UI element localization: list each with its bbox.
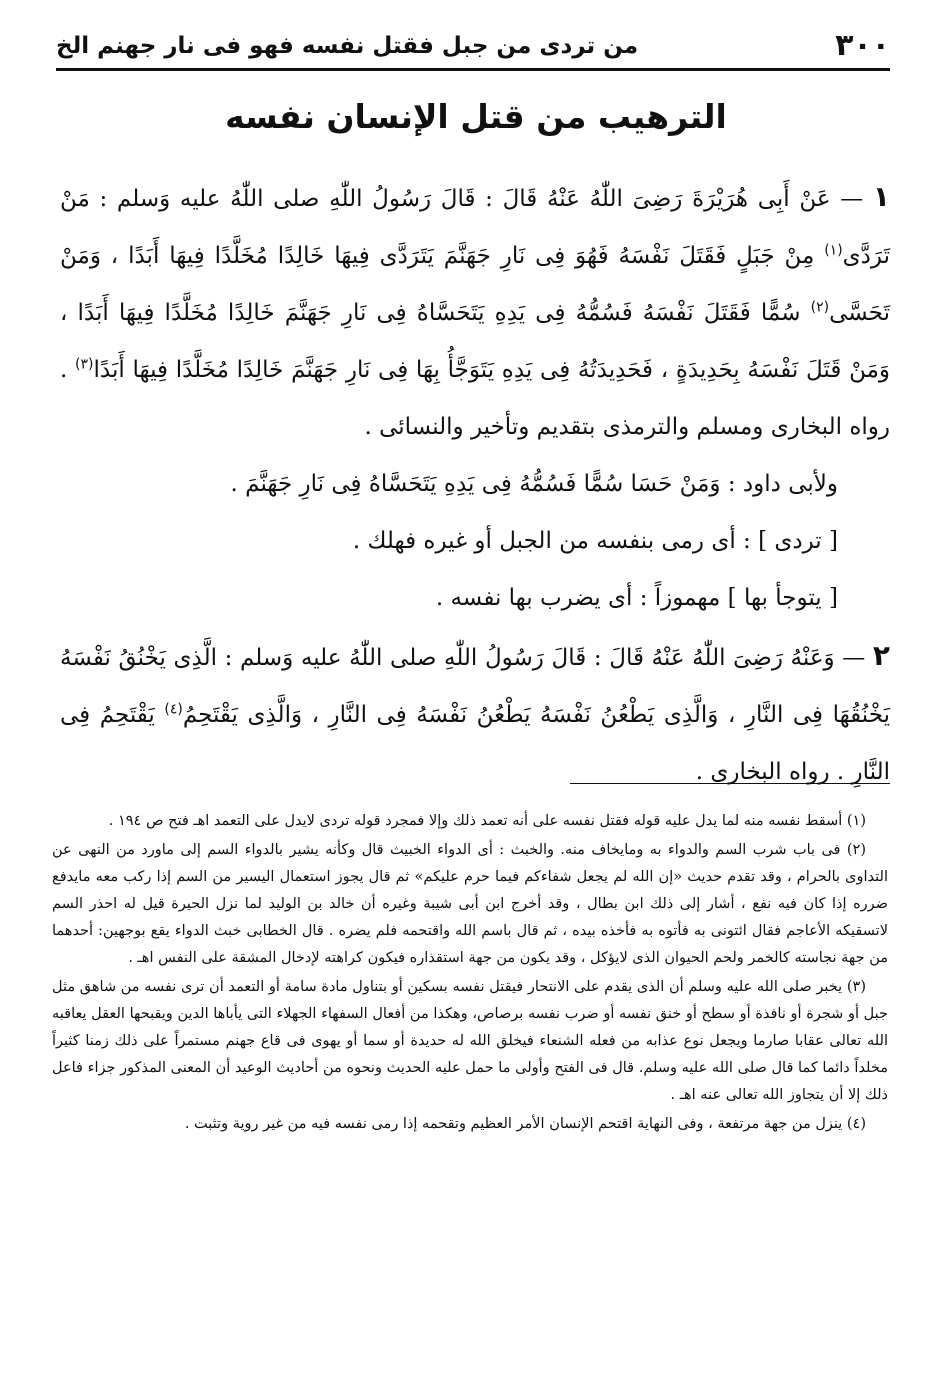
footnote: (٢) فى باب شرب السم والدواء به ومايخاف منه. والخبث : أى الدواء الخبيث قال وكأنه يشير بالدواء السم إلى ماورد من النهى عن التداوى بالحرام ، وقد تقدم حديث «إن الله لم يجعل شفاءكم فيما حرم عليكم» ثم قال يجوز استعمال اليسير من السم إذا ركب معه مايدفع ضرره إذا كان فيه نفع ، أشار إلى ذلك ابن بطال ، وقد أخرج ابن أبى شيبة وغيره أن خالد بن الوليد لما نزل الحيرة قيل له احذر السم لاتسقيكه الأعاجم فقال ائتونى به فأتوه به فأخذه بيده ، ثم قال باسم الله واقتحمه فلم يضره . قال الخطابى خبث الدواء يقع بوجهين: أحدهما من جهة نجاسته كالخمر ولحم الحيوان الذى لايؤكل ، وقد يكون من جهة استقذاره فيكون كراهته لإدخال المشقة على النفس اهـ .: [52, 842, 888, 966]
footnote: (١) أسقط نفسه منه لما يدل عليه قوله فقتل نفسه على أنه تعمد ذلك وإلا فمجرد قوله تردى لايدل على التعمد اهـ فتح ص ١٩٤ .: [108, 813, 866, 829]
hadith-number: ٢: [872, 639, 891, 672]
hadith-number: ١: [872, 180, 891, 213]
hadith-text: مِنْ جَبَلٍ فَقَتَلَ نَفْسَهُ فَهُوَ فِى نَارِ جَهَنَّمَ يَتَرَدَّى فِيهَا خَالِدًا مُخَلَّدًا فِيهَا أَبَدًا ، وَمَنْ تَحَسَّى: [60, 243, 890, 326]
hadith-2: [60, 627, 890, 801]
footnote: (٣) يخبر صلى الله عليه وسلم أن الذى يقدم على الانتحار فيقتل نفسه بسكين أو بتناول مادة سامة أو التعمد أن ترى نفسه من شاهق مثل جبل أو شجرة أو نافذة أو سطح أو خنق نفسه أو ضرب نفسه برصاص، وهكذا من أفعال السفهاء الجهلاء التى يأباها الدين ويقبحها العقل يعاقبه الله تعالى عقابا صارما ويجعل نوع عذابه من فعله الشنعاء فيخلق الله له حديدة أو سما أو يهوى فى قاع جهنم مستمراً على ذلك زمنا كثيراً مخلداً دائما كما قال صلى الله عليه وسلم. قال فى الفتح وأولى ما حمل عليه الحديث ونحوه من أحاديث الوعيد أن المعنى المذكور جزاء فاعل ذلك إلا أن يتجاوز الله تعالى عنه اهـ .: [52, 979, 888, 1103]
hadith-dash: —: [842, 645, 866, 671]
hadith-dash: —: [840, 186, 864, 212]
footnote-ref[interactable]: (١): [824, 242, 843, 259]
footnotes: [52, 808, 888, 1140]
hadith-text: وَعَنْهُ رَضِىَ اللّٰهُ عَنْهُ قَالَ : قَالَ رَسُولُ اللّٰهِ صلى اللّٰهُ عليه وَسلم : الَّذِى يَخْنُقُ نَفْسَهُ يَخْنُقُهَا فِى النَّارِ ، وَالَّذِى يَطْعُنُ نَفْسَهُ يَطْعُنُ نَفْسَهُ فِى النَّارِ ، وَالَّذِى يَقْتَحِمُ: [60, 645, 890, 728]
hadith-1: [60, 168, 890, 456]
hadith-text: يَقْتَحِمُ فِى النَّارِ . رواه البخارى .: [60, 702, 890, 785]
running-header: [56, 22, 890, 71]
main-text: [60, 168, 890, 801]
gloss-line: [ يتوجأ بها ] مهموزاً : أى يضرب بها نفسه .: [435, 585, 838, 611]
gloss-line: [ تردى ] : أى رمى بنفسه من الجبل أو غيره فهلك .: [352, 528, 838, 554]
running-title: من تردى من جبل فقتل نفسه فهو فى نار جهنم الخ: [56, 33, 639, 59]
abu-dawud-variant: ولأبى داود : وَمَنْ حَسَا سُمًّا فَسُمُّهُ فِى يَدِهِ يَتَحَسَّاهُ فِى نَارِ جَهَنَّمَ .: [230, 471, 838, 497]
hadith-source: . رواه البخارى ومسلم والترمذى بتقديم وتأخير والنسائى .: [60, 357, 890, 440]
footnote-ref[interactable]: (٤): [164, 701, 183, 718]
section-title: الترهيب من قتل الإنسان نفسه: [225, 97, 727, 136]
hadith-text: سُمًّا فَقَتَلَ نَفْسَهُ فَسُمُّهُ فِى يَدِهِ يَتَحَسَّاهُ فِى نَارِ جَهَنَّمَ خَالِدًا مُخَلَّدًا فِيهَا أَبَدًا ، وَمَنْ قَتَلَ نَفْسَهُ بِحَدِيدَةٍ ، فَحَدِيدَتُهُ فِى يَدِهِ يَتَوَجَّأُ بِهَا فِى نَارِ جَهَنَّمَ خَالِدًا مُخَلَّدًا فِيهَا أَبَدًا: [60, 300, 890, 383]
footnote-divider: [570, 783, 890, 784]
page-number: ٣٠٠: [835, 28, 890, 63]
footnote-ref[interactable]: (٣): [75, 356, 94, 373]
footnote: (٤) ينزل من جهة مرتفعة ، وفى النهاية اقتحم الإنسان الأمر العظيم وتقحمه إذا رمى نفسه فيه من غير روية وتثبت .: [184, 1116, 866, 1132]
hadith-text: عَنْ أَبِى هُرَيْرَةَ رَضِىَ اللّٰهُ عَنْهُ قَالَ : قَالَ رَسُولُ اللّٰهِ صلى اللّٰهُ عليه وَسلم : مَنْ تَرَدَّى: [60, 186, 891, 269]
footnote-ref[interactable]: (٢): [810, 299, 830, 316]
